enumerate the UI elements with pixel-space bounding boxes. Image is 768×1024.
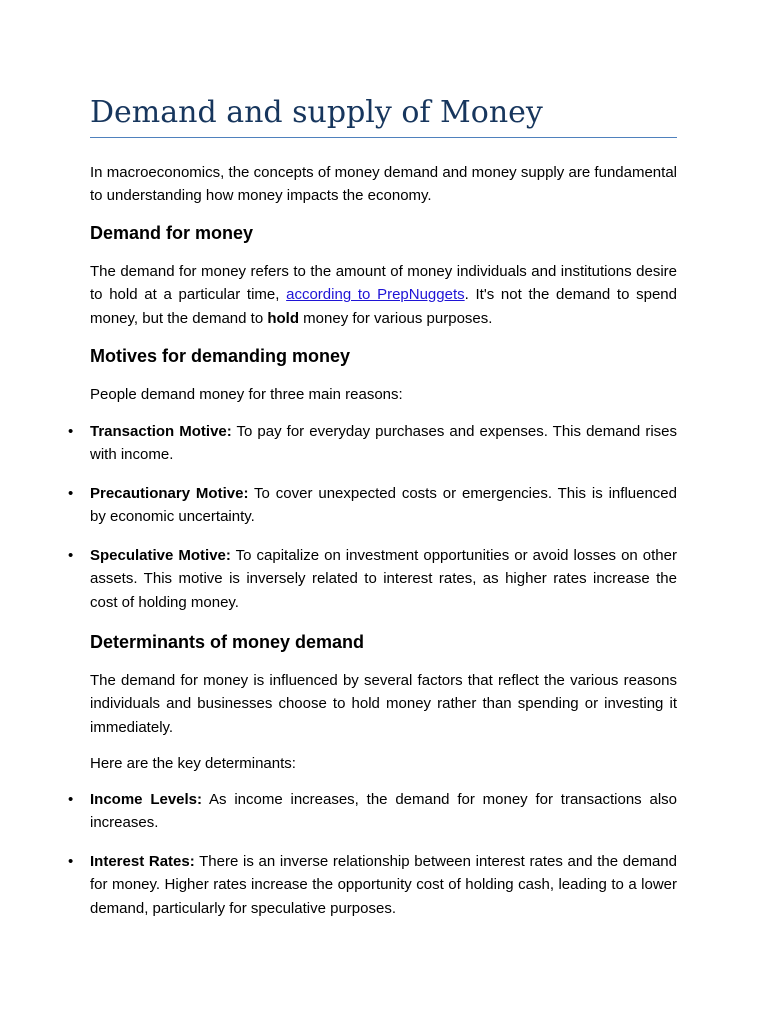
list-item-body: There is an inverse relationship between interest rates and the demand for money. Higher rates increase the opportunity cost of holding cash, leading to a lower demand, particularly for speculative purposes. bbox=[90, 853, 677, 917]
heading-demand-for-money: Demand for money bbox=[90, 223, 254, 243]
list-item-body: To capitalize on investment opportunities or avoid losses on other assets. This motive is inversely related to interest rates, as higher rates increase the cost of holding money. bbox=[90, 547, 677, 611]
bullet-marker: • bbox=[68, 547, 74, 564]
prepnuggets-link[interactable]: according to PrepNuggets bbox=[286, 286, 465, 304]
list-item-text bbox=[90, 850, 677, 920]
list-item-text bbox=[90, 482, 677, 529]
intro-paragraph: In macroeconomics, the concepts of money demand and money supply are fundamental to understanding how money impacts the economy. bbox=[90, 164, 677, 205]
demand-paragraph bbox=[90, 260, 677, 330]
title-underline-rule bbox=[90, 137, 677, 138]
list-item-text bbox=[90, 420, 677, 467]
list-item-precautionary-motive bbox=[68, 482, 677, 529]
determinants-lead-in: Here are the key determinants: bbox=[90, 755, 296, 772]
list-item-transaction-motive bbox=[68, 420, 677, 467]
bullet-marker: • bbox=[68, 853, 74, 870]
list-item-body: As income increases, the demand for money for transactions also increases. bbox=[90, 791, 677, 832]
heading-motives: Motives for demanding money bbox=[90, 346, 351, 366]
demand-text-start: The demand for money refers to the amount of money individuals and institutions desire to hold at a particular time, bbox=[90, 263, 677, 304]
list-item-text bbox=[90, 544, 677, 614]
bullet-marker: • bbox=[68, 423, 74, 440]
list-item-label: Precautionary Motive: bbox=[90, 485, 249, 502]
list-item-label: Income Levels: bbox=[90, 791, 203, 808]
demand-text-end: money for various purposes. bbox=[299, 309, 493, 327]
motives-intro: People demand money for three main reasons: bbox=[90, 386, 403, 403]
list-item-label: Transaction Motive: bbox=[90, 423, 232, 440]
page-title: Demand and supply of Money bbox=[90, 95, 543, 130]
list-item-interest-rates bbox=[68, 850, 677, 920]
list-item-body: To cover unexpected costs or emergencies. This is influenced by economic uncertainty. bbox=[90, 485, 677, 526]
demand-text-middle: . It's not the demand to spend money, but the demand to bbox=[90, 286, 677, 327]
bullet-marker: • bbox=[68, 791, 74, 808]
list-item-label: Speculative Motive: bbox=[90, 547, 231, 564]
list-item-body: To pay for everyday purchases and expenses. This demand rises with income. bbox=[90, 423, 677, 464]
determinants-intro: The demand for money is influenced by several factors that reflect the various reasons individuals and businesses choose to hold money rather than spending or investing it immediately. bbox=[90, 672, 677, 736]
list-item-income-levels bbox=[68, 788, 677, 835]
list-item-speculative-motive bbox=[68, 544, 677, 614]
list-item-text bbox=[90, 788, 677, 835]
list-item-label: Interest Rates: bbox=[90, 853, 195, 870]
bullet-marker: • bbox=[68, 485, 74, 502]
hold-bold-word: hold bbox=[267, 309, 299, 327]
heading-determinants: Determinants of money demand bbox=[90, 632, 365, 652]
